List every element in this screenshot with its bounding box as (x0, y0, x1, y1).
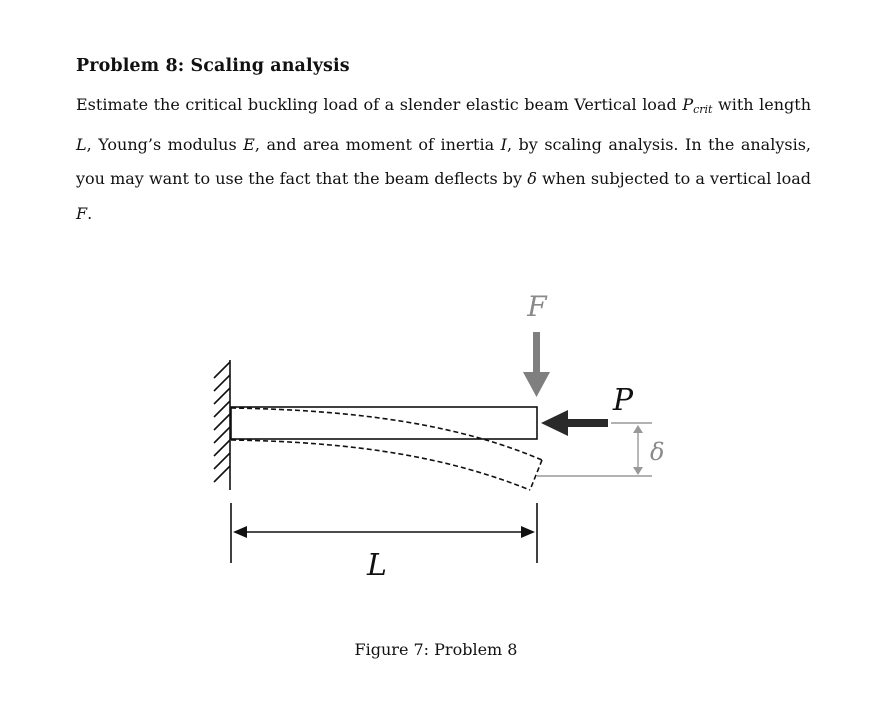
symbol-i: I (500, 134, 507, 154)
force-arrow (523, 332, 550, 397)
deflection-dimension (537, 423, 652, 476)
symbol-e: E (243, 134, 255, 154)
fixed-wall (214, 360, 230, 490)
symbol-l: L (76, 134, 87, 154)
symbol-delta: δ (527, 169, 537, 188)
figure-caption: Figure 7: Problem 8 (354, 640, 518, 659)
beam-deflected (231, 408, 542, 490)
symbol-p: P (682, 95, 694, 114)
problem-heading: Problem 8: Scaling analysis (76, 56, 350, 76)
symbol-f: F (76, 203, 88, 223)
symbol-p-subscript: crit (693, 103, 713, 116)
load-arrow (541, 410, 608, 436)
deflection-label: δ (650, 438, 665, 466)
load-label: P (612, 383, 634, 418)
beam-undeformed (231, 407, 537, 439)
length-label: L (367, 548, 387, 583)
force-label: F (527, 290, 547, 323)
problem-statement: Estimate the critical buckling load of a slender elastic beam Vertical load $P_{crit}$ with length L, Young’s modulus E, and area moment of inertia I, by scaling analysis. In the analysis, you may want to use the fact that the beam deflects by δ when subjected to a vertical load F. (76, 95, 812, 223)
